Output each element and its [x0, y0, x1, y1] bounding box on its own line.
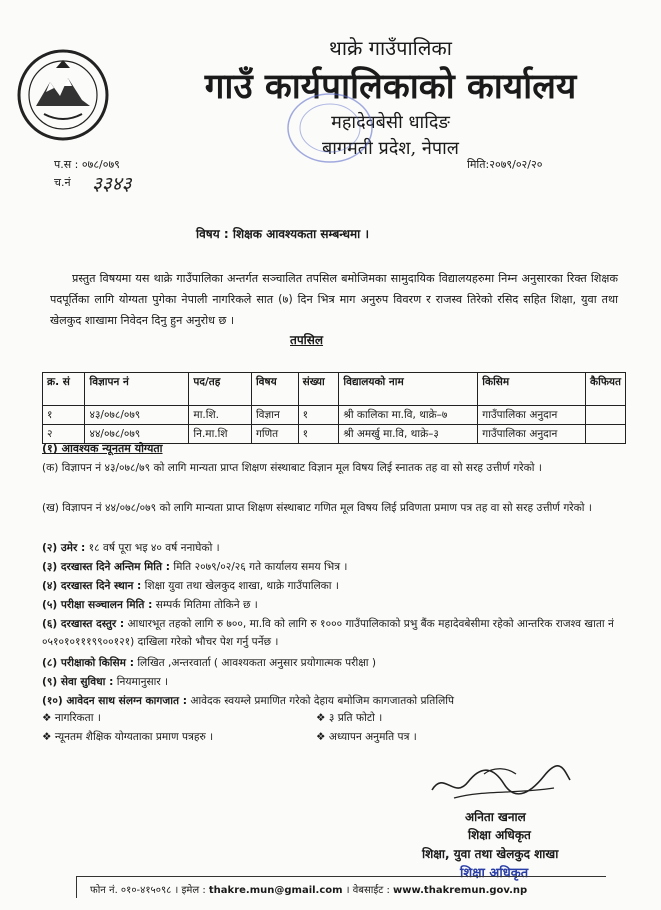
docs-label: (१०) आवेदन साथ संलग्न कागजात : — [42, 695, 187, 707]
facility-value: नियमानुसार । — [116, 676, 169, 688]
requirement-fee — [42, 615, 627, 651]
docs-value: आवेदक स्वयम्ले प्रमाणित गरेको देहाय बमोजिम कागजातको प्रतिलिपि — [190, 695, 455, 707]
dispatch-label: च.नं — [54, 176, 71, 189]
schedule-title: तपसिल — [290, 333, 324, 347]
document-item: ❖ नागरिकता । — [42, 712, 101, 724]
document-item: ❖ न्यूनतम शैक्षिक योग्यताका प्रमाण पत्रहरु । — [42, 731, 214, 743]
table-cell: गणित — [251, 425, 298, 444]
requirements-title: (१) आवश्यक न्यूनतम योग्यता — [42, 442, 163, 455]
footer-contact — [90, 882, 527, 896]
place-label: (४) दरखास्त दिने स्थान : — [42, 580, 142, 592]
requirement-place — [42, 577, 627, 595]
footer-divider — [76, 876, 606, 877]
table-cell: श्री कालिका मा.वि, थाक्रे–७ — [339, 406, 478, 425]
table-cell: नि.मा.शि — [189, 425, 252, 444]
requirement-documents — [42, 692, 627, 710]
col-remarks: कैफियत — [586, 373, 626, 406]
col-advert-no: विज्ञापन नं — [85, 373, 189, 406]
footer-email[interactable]: thakre.mun@gmail.com — [208, 885, 343, 896]
handwritten-signature — [424, 760, 574, 804]
table-cell: १ — [43, 406, 85, 425]
office-location: महादेवबेसी धादिङ — [331, 112, 450, 133]
col-serial: क्र. सं — [43, 373, 85, 406]
requirement-exam-date — [42, 596, 627, 614]
age-label: (२) उमेर : — [42, 542, 86, 554]
table-cell: १ — [298, 425, 339, 444]
table-cell: १ — [298, 406, 339, 425]
reference-number: प.स : ०७८/०७९ — [54, 158, 120, 171]
facility-label: (९) सेवा सुविधा : — [42, 676, 114, 688]
col-subject: विषय — [251, 373, 298, 406]
table-cell: गाउँपालिका अनुदान — [478, 406, 586, 425]
table-cell: विज्ञान — [251, 406, 298, 425]
office-address: बागमती प्रदेश, नेपाल — [321, 138, 460, 159]
exam-date-value: सम्पर्क मितिमा तोकिने छ । — [155, 599, 258, 611]
intro-paragraph: प्रस्तुत विषयमा यस थाक्रे गाउँपालिका अन्तर्गत सञ्चालित तपसिल बमोजिमका सामुदायिक विद्यालयहरुमा निम्न अनुसारका रिक्त शिक्षक पदपूर्तिका लागि योग्यता पुगेका नेपाली नागरिकले सात (७) दिन भित्र माग अनुरुप विवरण र राजस्व तिरेको रसिद सहित शिक्षा, युवा तथा खेलकुद शाखामा निवेदन दिनु हुन अनुरोध छ । — [50, 272, 618, 327]
exam-type-value: लिखित ,अन्तरवार्ता ( आवश्यकता अनुसार प्रयोगात्मक परीक्षा ) — [137, 657, 377, 669]
office-seal-stamp — [270, 88, 390, 168]
table-cell: श्री अमर्खु मा.वि, थाक्रे–३ — [339, 425, 478, 444]
table-cell: मा.शि. — [189, 406, 252, 425]
requirement-age — [42, 539, 627, 557]
col-type: किसिम — [478, 373, 586, 406]
footer-web-label: । वेबसाईट : — [345, 885, 390, 896]
table-cell — [586, 406, 626, 425]
document-item: ❖ अध्यापन अनुमति पत्र । — [316, 731, 417, 743]
signatory-name: अनिता खनाल — [465, 810, 526, 824]
table-cell: ४३/०७८/०७९ — [85, 406, 189, 425]
signatory-stamp: शिक्षा अधिकृत — [460, 866, 529, 881]
fee-value: आधारभूत तहको लागि रु ७००, मा.वि को लागि रु १००० गाउँपालिकाको प्रभु बैंक महादेवबेसीमा रहेको आन्तरिक राजश्व खाता नं ०५१०१०१११९९००१२१) दाखिला गरेको भौचर पेश गर्नु पर्नेछ । — [42, 618, 614, 648]
deadline-value: मिति २०७९/०२/२६ गते कार्यालय समय भित्र । — [173, 561, 348, 573]
place-value: शिक्षा युवा तथा खेलकुद शाखा, थाक्रे गाउँपालिका । — [144, 580, 339, 592]
requirement-a: (क) विज्ञापन नं ४३/०७८/७९ को लागि मान्यता प्राप्त शिक्षण संस्थाबाट विज्ञान मूल विषय लिई स्नातक तह वा सो सरह उत्तीर्ण गरेको । — [42, 462, 542, 474]
signatory-office: शिक्षा, युवा तथा खेलकुद शाखा — [422, 847, 559, 861]
fee-label: (६) दरखास्त दस्तुर : — [42, 618, 125, 630]
deadline-label: (३) दरखास्त दिने अन्तिम मिति : — [42, 561, 170, 573]
municipality-name: थाक्रे गाउँपालिका — [329, 36, 452, 60]
footer-left-rule — [76, 876, 77, 898]
requirement-facility — [42, 673, 627, 691]
document-item: ❖ ३ प्रति फोटो । — [316, 712, 383, 724]
requirement-b: (ख) विज्ञापन नं ४४/०७८/०७९ को लागि मान्यता प्राप्त शिक्षण संस्थाबाट गणित मूल विषय लिई प्रविणता प्रमाण पत्र तह वा सो सरह उत्तीर्ण गरेको । — [42, 502, 592, 514]
col-school: विद्यालयको नाम — [339, 373, 478, 406]
exam-type-label: (८) परीक्षाको किसिम : — [42, 657, 134, 669]
requirement-exam-type — [42, 654, 627, 672]
letter-subject: विषय : शिक्षक आवश्यकता सम्बन्धमा । — [196, 227, 370, 241]
requirement-deadline — [42, 558, 627, 576]
col-count: संख्या — [298, 373, 339, 406]
table-cell: २ — [43, 425, 85, 444]
table-cell — [586, 425, 626, 444]
col-post: पद/तह — [189, 373, 252, 406]
footer-website[interactable]: www.thakremun.gov.np — [393, 885, 528, 896]
footer-phone: फोन नं. ०१०-४१५०९८ । इमेल : — [90, 885, 206, 896]
office-name: गाउँ कार्यपालिकाको कार्यालय — [204, 66, 577, 107]
signatory-title: शिक्षा अधिकृत — [468, 828, 531, 842]
table-row — [43, 406, 626, 425]
vacancy-table — [42, 372, 626, 444]
table-header-row — [43, 373, 626, 406]
exam-date-label: (५) परीक्षा सञ्चालन मिति : — [42, 599, 153, 611]
dispatch-number: ३३४३ — [92, 173, 132, 195]
letter-date: मिति:२०७९/०२/२० — [467, 158, 543, 171]
age-value: १८ वर्ष पूरा भइ ४० वर्ष ननाघेको । — [88, 542, 220, 554]
table-cell: गाउँपालिका अनुदान — [478, 425, 586, 444]
table-cell: ४४/०७८/०७९ — [85, 425, 189, 444]
